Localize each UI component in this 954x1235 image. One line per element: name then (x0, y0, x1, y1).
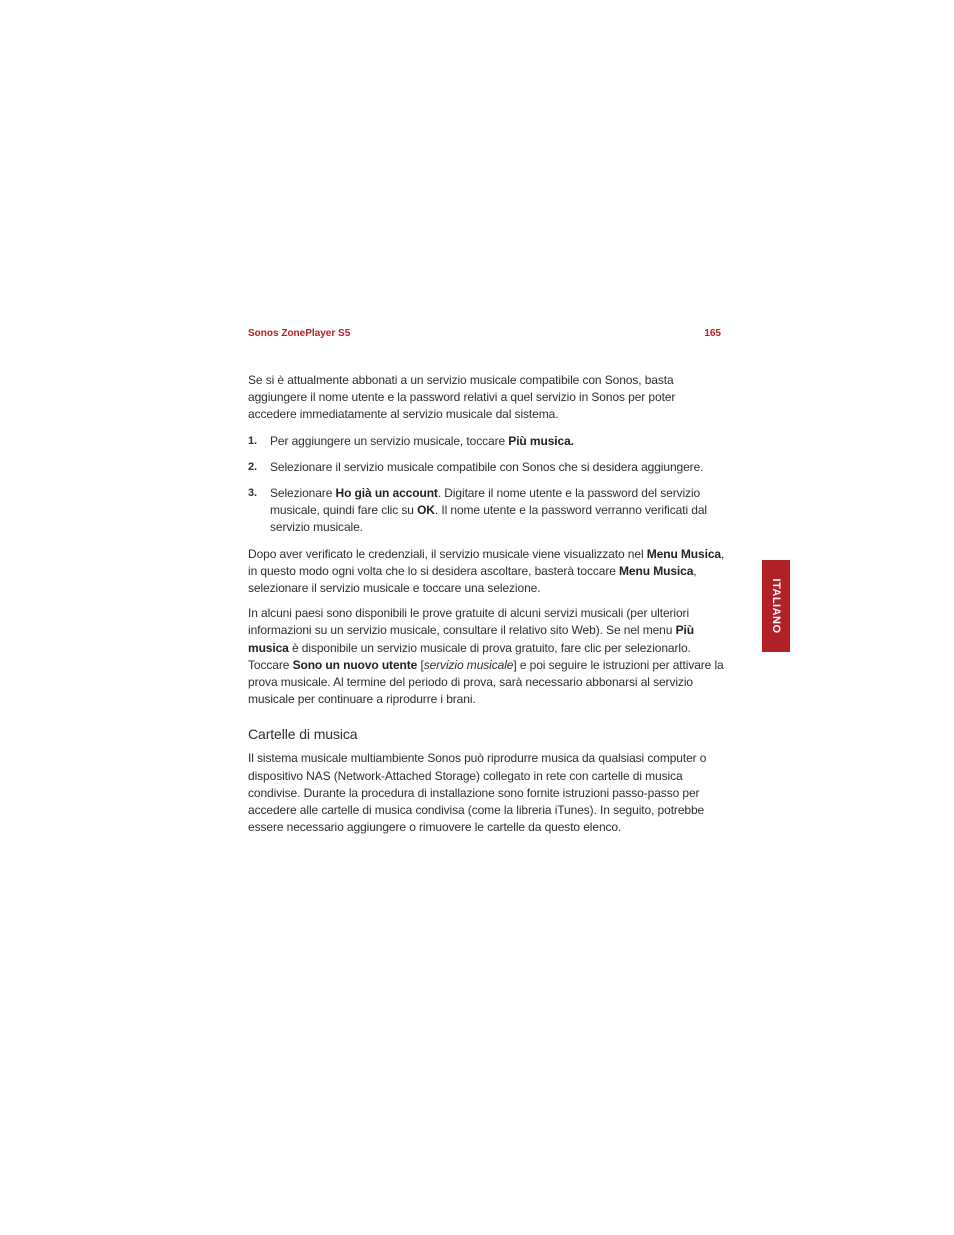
intro-paragraph: Se si è attualmente abbonati a un servizio musicale compatibile con Sonos, basta aggiungere il nome utente e la password relativi a quel servizio in Sonos per poter accedere immediatamente al servizio musicale dal sistema. (248, 373, 676, 422)
running-header-title: Sonos ZonePlayer S5 (248, 328, 351, 339)
language-tab-label: ITALIANO (770, 578, 782, 634)
verified-paragraph (248, 546, 726, 598)
step-bold-term: Ho già un account (335, 486, 438, 501)
list-item (248, 459, 726, 476)
paragraph-text: , in questo modo ogni volta che lo si desidera ascoltare, basterà toccare (248, 546, 725, 578)
italic-term: servizio musicale (423, 657, 514, 672)
language-side-tab (762, 560, 790, 652)
step-text: Selezionare (270, 486, 336, 501)
paragraph-text: Dopo aver verificato le credenziali, il servizio musicale viene visualizzato nel (248, 546, 647, 561)
step-number: 3. (248, 487, 257, 500)
paragraph-text: In alcuni paesi sono disponibili le prove gratuite di alcuni servizi musicali (per ulteriori informazioni su un servizio musicale, consultare il relativo sito Web). Se nel menu (248, 606, 690, 638)
paragraph-text: ] e poi seguire le istruzioni per attivare la prova musicale. Al termine del periodo di prova, sarà necessario abbonarsi al servizio musicale per continuare a riprodurre i brani. (248, 657, 724, 707)
step-bold-term: Più musica. (508, 433, 574, 448)
bold-term: Menu Musica (646, 546, 721, 561)
step-text: . Digitare il nome utente e la password del servizio musicale, quindi fare clic su (270, 486, 701, 518)
step-number: 2. (248, 460, 257, 473)
paragraph-text: , selezionare il servizio musicale e toccare una selezione. (248, 563, 697, 596)
section-heading: Cartelle di musica (248, 726, 358, 743)
step-text: Per aggiungere un servizio musicale, toccare (270, 433, 509, 448)
bold-term: Sono un nuovo utente (292, 657, 418, 672)
paragraph-text: [ (417, 657, 424, 672)
page-body (248, 372, 726, 844)
list-item (248, 433, 726, 450)
page-number: 165 (704, 328, 721, 339)
steps-list (248, 433, 726, 537)
folders-paragraph: Il sistema musicale multiambiente Sonos può riprodurre musica da qualsiasi computer o dispositivo NAS (Network-Attached Storage) collegato in rete con cartelle di musica condivise. Durante la procedura di installazione sono fornite istruzioni passo-passo per accedere alle cartelle di musica condivisa (come la libreria iTunes). In seguito, potrebbe essere necessario aggiungere o rimuovere le cartelle da questo elenco. (248, 751, 707, 835)
step-number: 1. (248, 434, 257, 447)
step-text: . Il nome utente e la password verranno verificati dal servizio musicale. (270, 503, 707, 535)
list-item (248, 485, 726, 537)
step-bold-term: OK (417, 503, 435, 518)
step-text: Selezionare il servizio musicale compatibile con Sonos che si desidera aggiungere. (270, 459, 704, 474)
bold-term: Menu Musica (619, 563, 694, 578)
trial-paragraph (248, 605, 726, 708)
bold-term: Più musica (248, 623, 694, 655)
paragraph-text: è disponibile un servizio musicale di prova gratuito, fare clic per selezionarlo. Toccare (248, 640, 691, 672)
